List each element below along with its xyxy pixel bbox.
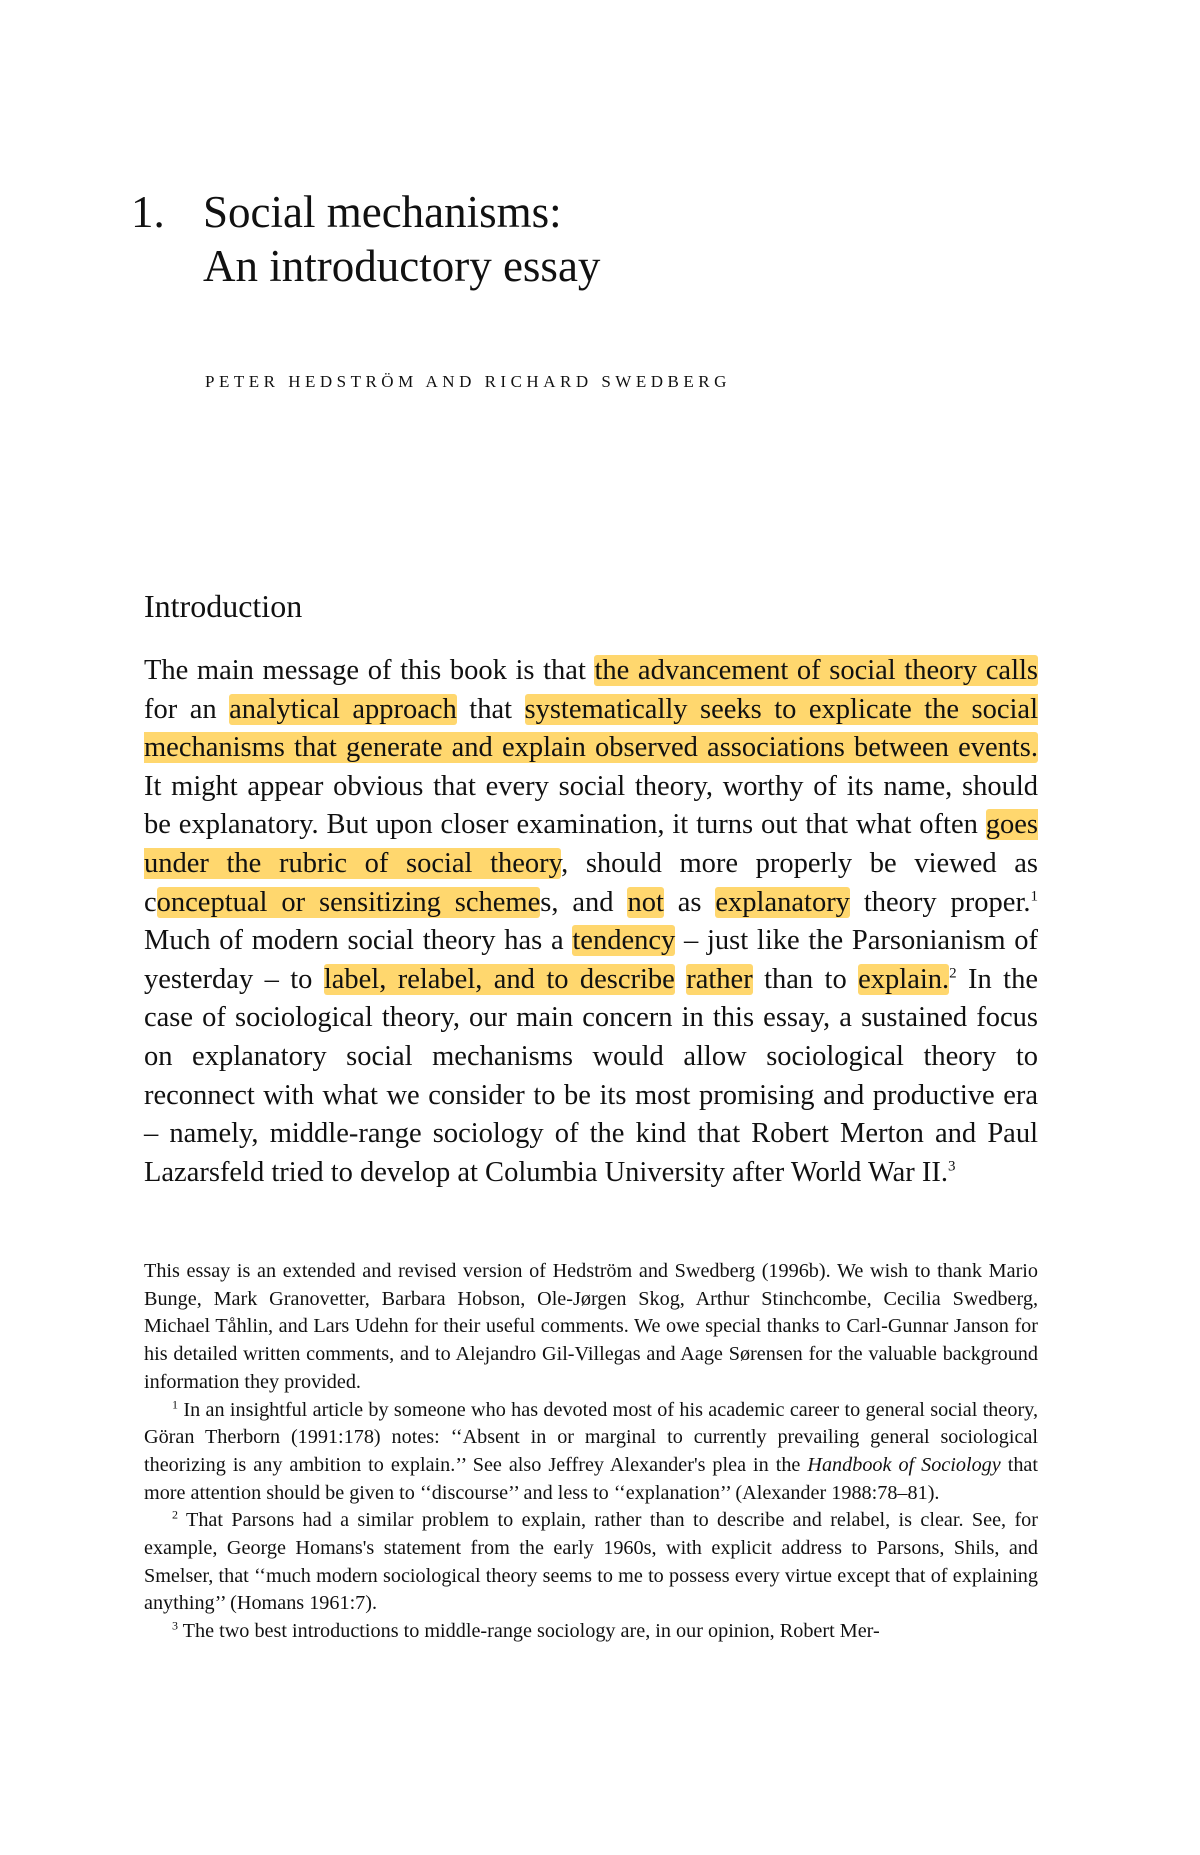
footnote-ref-3[interactable]: 3 [947,1158,956,1175]
body-text-segment: that [456,693,525,725]
body-text-segment: as [663,886,716,918]
footnote-3 [144,1618,1038,1646]
footnotes [144,1258,1038,1646]
body-text-segment: than to [752,963,859,995]
highlight[interactable]: the advancement of social theory calls [594,655,1038,686]
footnote-1 [144,1397,1038,1508]
footnote-1-text: In an insightful article by someone who has devoted most of his academic career to general social theory, Göran Therborn (1991:178) notes: ‘‘Absent in or marginal to currently prevailing general sociological theorizing is any ambition to explain.’’ See also Jeffrey Alexander's plea in the [144,1398,1038,1476]
acknowledgement-note: This essay is an extended and revised version of Hedström and Swedberg (1996b). We wish to thank Mario Bunge, Mark Granovetter, Barbara Hobson, Ole-Jørgen Skog, Arthur Stinchcombe, Cecilia Swedberg, Michael Tåhlin, and Lars Udehn for their useful comments. We owe special thanks to Carl-Gunnar Janson for his detailed written comments, and to Alejandro Gil-Villegas and Aage Sørensen for the valuable background information they provided. [144,1260,1038,1393]
footnote-3-mark: 3 [172,1618,178,1633]
footnote-2-mark: 2 [172,1507,178,1522]
body-text-segment: for an [144,693,230,725]
footnote-1-mark: 1 [172,1396,178,1411]
highlight[interactable]: systematically seeks to explicate the social mechanisms that generate and explain observed associations between events. [144,693,1038,764]
footnote-1-text-end: that more attention should be given to ‘‘discourse’’ and less to ‘‘explanation’’ (Alexander 1988:78–81). [144,1453,1038,1504]
body-text-segment: In the case of sociological theory, our main concern in this essay, a sustained focus on explanatory social mechanisms would allow sociological theory to reconnect with what we consider to be its most promising and productive era – namely, middle-range sociology of the kind that Robert Merton and Paul Lazarsfeld tried to develop at Columbia University after World War II. [144,963,1038,1188]
footnote-3-text: The two best introductions to middle-range sociology are, in our opinion, Robert Mer- [178,1620,880,1643]
highlight[interactable]: goes under the rubric of social theory [144,809,1038,879]
body-text-segment: – just like the Parsonianism of yesterday – to [144,925,1038,995]
chapter-title [131,185,600,293]
body-text-segment: The main message of this book is that [144,655,595,686]
highlight[interactable]: explanatory [715,886,850,918]
highlight[interactable]: explain. [858,963,950,995]
section-heading: Introduction [144,588,303,624]
highlight[interactable]: not [627,886,664,918]
chapter-title-line-1: Social mechanisms: [203,187,562,237]
body-paragraph [144,652,1038,1192]
body-text-segment: Much of modern social theory has a [144,925,573,957]
authors: PETER HEDSTRÖM AND RICHARD SWEDBERG [205,372,731,391]
highlight[interactable]: analytical approach [229,693,457,725]
footnote-2-text: That Parsons had a similar problem to explain, rather than to describe and relabel, is clear. See, for example, George Homans's statement from the early 1960s, with explicit address to Parsons, Shils, and Smelser, that ‘‘much modern sociological theory seems to me to possess every virtue except that of explaining anything’’ (Homans 1961:7). [144,1509,1038,1615]
footnote-2 [144,1507,1038,1618]
footnote-ref-2[interactable]: 2 [949,965,957,982]
body-text-segment: s, and [540,886,628,918]
highlight[interactable]: rather [686,963,753,995]
body-text-segment: , should more properly be viewed as c [144,847,1038,918]
footnote-ref-1[interactable]: 1 [1030,888,1038,905]
highlight[interactable]: tendency [572,925,676,957]
footnote-1-book-title: Handbook of Sociology [807,1453,1001,1476]
chapter-title-line-2: An introductory essay [203,241,601,291]
body-text-segment: theory proper. [849,886,1031,918]
highlight[interactable]: onceptual or sensitizing scheme [156,886,541,918]
body-text-segment: It might appear obvious that every social theory, worthy of its name, should be explanatory. But upon closer examination, it turns out that what often [144,770,1038,841]
body-text-segment [675,964,686,995]
highlight[interactable]: label, relabel, and to describe [323,963,675,995]
chapter-number: 1. [131,187,165,237]
